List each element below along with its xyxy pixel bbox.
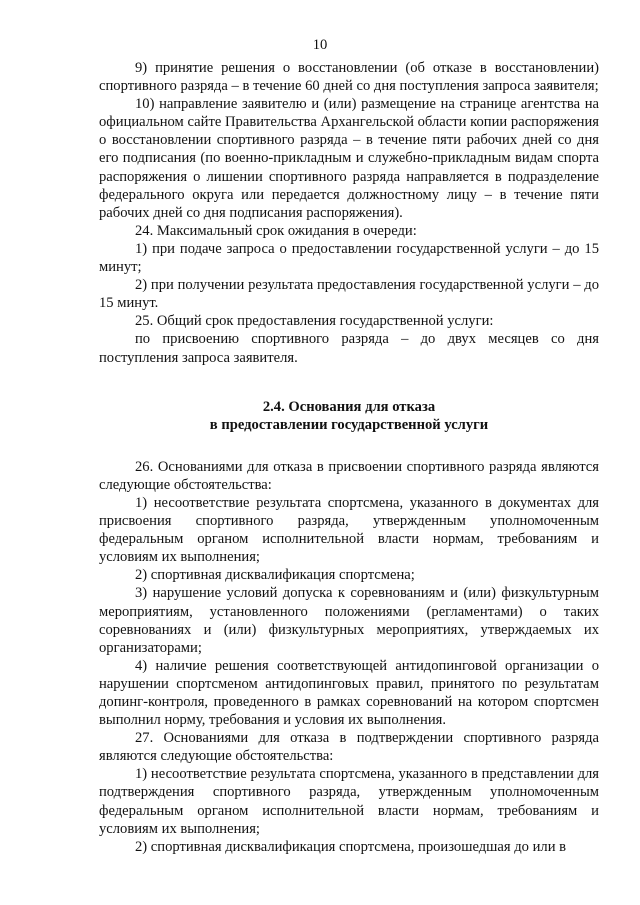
- page-number: 10: [312, 37, 328, 53]
- paragraph-26-item-4: 4) наличие решения соответствующей антидопинговой организации о нарушении спортсменом антидопинговых правил, принятого по результатам допинг-контроля, проведенного в рамках соревнований на котором спортсмен выполнил норму, требования и условия их выполнения.: [99, 657, 599, 729]
- paragraph-26-item-3: 3) нарушение условий допуска к соревнованиям и (или) физкультурным мероприятиям, установленного положениями (регламентами) о таких соревнованиях и (или) физкультурных мероприятиях, утверждаемых их организаторами;: [99, 585, 599, 656]
- section-heading: [99, 398, 599, 434]
- paragraph-item-9: 9) принятие решения о восстановлении (об отказе в восстановлении) спортивного разряда – в течение 60 дней со дня поступления запроса заявителя;: [99, 60, 599, 95]
- paragraph-24-item-1: 1) при подаче запроса о предоставлении государственной услуги – до 15 минут;: [99, 240, 599, 276]
- paragraph-26-item-1: 1) несоответствие результата спортсмена, указанного в документах для присвоения спортивного разряда, утвержденным уполномоченным федеральным органом исполнительной власти нормам, требованиям и условиям их выполнения;: [99, 494, 599, 566]
- paragraph-27: 27. Основаниями для отказа в подтверждении спортивного разряда являются следующие обстоятельства:: [99, 730, 599, 765]
- paragraph-24: 24. Максимальный срок ожидания в очереди:: [135, 222, 417, 239]
- paragraph-item-10: 10) направление заявителю и (или) размещение на странице агентства на официальном сайте Правительства Архангельской области копии распоряжения о восстановлении спортивного разряда – в течение пяти рабочих дней со дня его подписания (по военно-прикладным и служебно-прикладным видам спорта распоряжения о лишении спортивного разряда направляется в подразделение федерального округа или передается должностному лицу – в течение пяти рабочих дней со дня подписания распоряжения).: [99, 96, 599, 221]
- section-heading-line-2: в предоставлении государственной услуги: [209, 416, 489, 433]
- document-body: [99, 59, 599, 856]
- section-heading-line-1: 2.4. Основания для отказа: [262, 398, 436, 415]
- paragraph-27-item-2: 2) спортивная дисквалификация спортсмена, произошедшая до или в: [135, 838, 567, 855]
- paragraph-26: 26. Основаниями для отказа в присвоении спортивного разряда являются следующие обстоятельства:: [99, 458, 599, 493]
- paragraph-25: 25. Общий срок предоставления государственной услуги:: [135, 313, 494, 330]
- paragraph-26-item-2: 2) спортивная дисквалификация спортсмена;: [135, 567, 415, 584]
- paragraph-25-text: по присвоению спортивного разряда – до двух месяцев со дня поступления запроса заявителя.: [99, 331, 599, 366]
- paragraph-27-item-1: 1) несоответствие результата спортсмена, указанного в представлении для подтверждения спортивного разряда, утвержденным уполномоченным федеральным органом исполнительной власти нормам, требованиям и условиям их выполнения;: [99, 766, 599, 837]
- paragraph-24-item-2: 2) при получении результата предоставления государственной услуги – до 15 минут.: [99, 277, 599, 312]
